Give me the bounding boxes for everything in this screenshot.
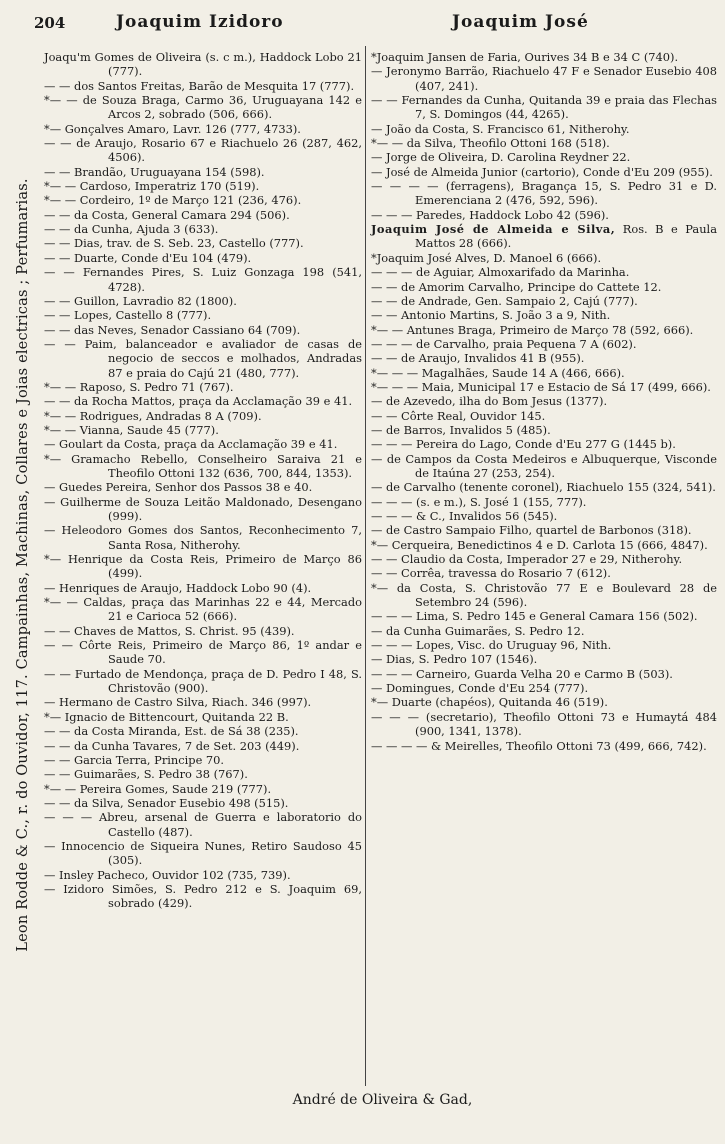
entry-text: — — de Araujo, Invalidos 41 B (955). <box>371 351 585 366</box>
entry-text: — Jorge de Oliveira, D. Carolina Reydner 22. <box>371 150 631 165</box>
entry-text: *— da Costa, S. Christovão 77 E e Boulevard 28 de Setembro 24 (596). <box>371 580 717 610</box>
entry-text: — João da Costa, S. Francisco 61, Nitherohy. <box>371 121 630 136</box>
directory-entry: — — da Costa, General Camara 294 (506). <box>44 207 290 222</box>
directory-entry <box>371 93 717 122</box>
column-divider <box>365 46 366 1086</box>
directory-entry: — Hermano de Castro Silva, Riach. 346 (997). <box>44 695 312 710</box>
directory-entry: *— — Cardoso, Imperatriz 170 (519). <box>44 179 260 194</box>
directory-entry <box>371 394 717 408</box>
side-advertisement-text: Leon Rodde & C., r. do Ouvidor, 117. Campainhas, Machinas, Collares e Joias electricas ; Perfumarias. <box>15 178 31 952</box>
entry-text: *Joaquim Jansen de Faria, Ourives 34 B e 34 C (740). <box>371 50 679 64</box>
entry-text: — — — Pereira do Lago, Conde d'Eu 277 G (1445 b). <box>371 437 676 452</box>
left-column <box>44 50 362 911</box>
directory-entry: *— — Vianna, Saude 45 (777). <box>44 422 219 437</box>
directory-entry <box>371 351 717 365</box>
directory-entry: — — da Costa Miranda, Est. de Sá 38 (235). <box>44 724 299 739</box>
entry-text: *— — — Maia, Municipal 17 e Estacio de Sá 17 (499, 666). <box>371 379 711 394</box>
directory-entry: — — Lopes, Castello 8 (777). <box>44 308 212 323</box>
entry-text: — de Barros, Invalidos 5 (485). <box>371 422 551 437</box>
entry-text: *Joaquim José Alves, D. Manoel 6 (666). <box>371 250 602 265</box>
entry-text: *— — da Silva, Theofilo Ottoni 168 (518). <box>371 136 610 151</box>
directory-entry: — — da Cunha Tavares, 7 de Set. 203 (449). <box>44 738 300 753</box>
directory-entry <box>371 652 717 666</box>
directory-entry <box>371 366 717 380</box>
directory-entry: — — Guillon, Lavradio 82 (1800). <box>44 293 237 308</box>
page-footer <box>0 1092 725 1108</box>
directory-entry <box>371 409 717 423</box>
entry-text: *— Cerqueira, Benedictinos 4 e D. Carlota 15 (666, 4847). <box>371 537 708 552</box>
directory-entry: *— — Rodrigues, Andradas 8 A (709). <box>44 408 262 423</box>
directory-entry <box>371 495 717 509</box>
entry-text: — da Cunha Guimarães, S. Pedro 12. <box>371 623 585 638</box>
directory-entry <box>371 710 717 739</box>
directory-entry: — — Brandão, Uruguayana 154 (598). <box>44 164 265 179</box>
directory-entry: *— Gonçalves Amaro, Lavr. 126 (777, 4733). <box>44 121 301 136</box>
directory-entry <box>371 280 717 294</box>
directory-entry <box>371 509 717 523</box>
entry-text: — — de Andrade, Gen. Sampaio 2, Cajú (777). <box>371 293 638 308</box>
directory-entry: — Henriques de Araujo, Haddock Lobo 90 (4). <box>44 580 312 595</box>
directory-entry: — — Chaves de Mattos, S. Christ. 95 (439). <box>44 623 295 638</box>
directory-entry: — — da Rocha Mattos, praça da Acclamação 39 e 41. <box>44 394 353 409</box>
left-running-title: Joaquim Izidoro <box>116 12 284 32</box>
entry-text: *— Duarte (chapéos), Quitanda 46 (519). <box>371 695 608 710</box>
directory-entry <box>371 337 717 351</box>
directory-entry <box>371 667 717 681</box>
directory-entry: *— Henrique da Costa Reis, Primeiro de Março 86 (499). <box>44 552 362 581</box>
directory-entry <box>371 323 717 337</box>
directory-entry: Joaqu'm Gomes de Oliveira (s. c m.), Haddock Lobo 21 (777). <box>44 50 362 79</box>
directory-entry: — Innocencio de Siqueira Nunes, Retiro Saudoso 45 (305). <box>44 838 362 868</box>
directory-entry <box>371 179 717 208</box>
entry-text: — — — — (ferragens), Bragança 15, S. Pedro 31 e D. Emerenciana 2 (476, 592, 596). <box>371 179 717 208</box>
directory-entry <box>371 294 717 308</box>
directory-entry: *— Gramacho Rebello, Conselheiro Saraiva 21 e Theofilo Ottoni 132 (636, 700, 844, 1353). <box>44 451 362 480</box>
directory-entry: — Heleodoro Gomes dos Santos, Reconhecimento 7, Santa Rosa, Nitherohy. <box>44 523 362 552</box>
directory-entry <box>371 566 717 580</box>
directory-entry: — — dos Santos Freitas, Barão de Mesquita 17 (777). <box>44 78 355 93</box>
entry-text: *— — — Magalhães, Saude 14 A (466, 666). <box>371 365 625 380</box>
directory-entry: — — — Abreu, arsenal de Guerra e laboratorio do Castello (487). <box>44 810 362 839</box>
entry-text: — — — Carneiro, Guarda Velha 20 e Carmo B (503). <box>371 666 673 681</box>
entry-text: — Dias, S. Pedro 107 (1546). <box>371 652 538 667</box>
directory-entry <box>371 50 717 64</box>
directory-entry <box>371 739 717 753</box>
entry-text: — — — de Aguiar, Almoxarifado da Marinha. <box>371 265 630 280</box>
entry-text: — — Claudio da Costa, Imperador 27 e 29, Nitherohy. <box>371 552 683 567</box>
directory-entry <box>371 681 717 695</box>
directory-entry: *— — de Souza Braga, Carmo 36, Uruguayana 142 e Arcos 2, sobrado (506, 666). <box>44 93 362 122</box>
directory-entry: — Insley Pacheco, Ouvidor 102 (735, 739). <box>44 867 291 882</box>
entry-heading: Joaquim José de Almeida e Silva, <box>371 222 616 237</box>
entry-text: — — — & C., Invalidos 56 (545). <box>371 509 558 523</box>
entry-text: — de Azevedo, ilha do Bom Jesus (1377). <box>371 394 608 409</box>
directory-entry: *— — Pereira Gomes, Saude 219 (777). <box>44 781 272 796</box>
entry-text: — — — (s. e m.), S. José 1 (155, 777). <box>371 494 587 509</box>
directory-entry: — — da Cunha, Ajuda 3 (633). <box>44 222 219 237</box>
entry-text: — — de Amorim Carvalho, Principe do Cattete 12. <box>371 279 662 294</box>
directory-entry: — — da Silva, Senador Eusebio 498 (515). <box>44 795 289 810</box>
entry-text: — José de Almeida Junior (cartorio), Conde d'Eu 209 (955). <box>371 164 713 179</box>
directory-entry: *— Ignacio de Bittencourt, Quitanda 22 B. <box>44 709 289 724</box>
directory-entry <box>371 308 717 322</box>
directory-entry <box>371 64 717 93</box>
directory-entry: — — Guimarães, S. Pedro 38 (767). <box>44 767 248 782</box>
directory-entry: — Goulart da Costa, praça da Acclamação 39 e 41. <box>44 437 338 452</box>
directory-entry: *— — Cordeiro, 1º de Março 121 (236, 476). <box>44 193 302 208</box>
directory-entry: — — Paim, balanceador e avaliador de casas de negocio de seccos e molhados, Andradas 87 e praia do Cajú 21 (480, 777). <box>44 336 362 380</box>
side-advertisement <box>4 150 42 980</box>
directory-entry <box>371 208 717 222</box>
directory-entry <box>371 150 717 164</box>
directory-entry <box>371 609 717 623</box>
directory-entry: — — de Araujo, Rosario 67 e Riachuelo 26 (287, 462, 4506). <box>44 136 362 165</box>
entry-text: — — — Paredes, Haddock Lobo 42 (596). <box>371 207 609 222</box>
entry-text: Ros. B e Paula Mattos 28 (666). <box>415 222 717 251</box>
directory-entry <box>371 251 717 265</box>
directory-entry: — — Garcia Terra, Principe 70. <box>44 752 225 767</box>
directory-entry <box>371 380 717 394</box>
directory-entry: — — Côrte Reis, Primeiro de Março 86, 1º andar e Saude 70. <box>44 638 362 667</box>
directory-entry: — — das Neves, Senador Cassiano 64 (709). <box>44 322 301 337</box>
entry-text: — Jeronymo Barrão, Riachuelo 47 F e Senador Eusebio 408 (407, 241). <box>371 64 717 93</box>
directory-entry: — Izidoro Simões, S. Pedro 212 e S. Joaquim 69, sobrado (429). <box>44 881 362 911</box>
directory-entry: — Guedes Pereira, Senhor dos Passos 38 e 40. <box>44 480 313 495</box>
directory-entry <box>371 552 717 566</box>
entry-text: — de Carvalho (tenente coronel), Riachuelo 155 (324, 541). <box>371 480 716 495</box>
directory-entry <box>371 523 717 537</box>
entry-text: — de Campos da Costa Medeiros e Albuquerque, Visconde de Itaúna 27 (253, 254). <box>371 451 717 480</box>
directory-entry <box>371 423 717 437</box>
page-header <box>34 4 715 38</box>
entry-text: — — — Lima, S. Pedro 145 e General Camara 156 (502). <box>371 609 698 624</box>
entry-text: *— — Antunes Braga, Primeiro de Março 78 (592, 666). <box>371 322 694 337</box>
directory-entry <box>371 222 717 251</box>
directory-entry: *— — Caldas, praça das Marinhas 22 e 44, Mercado 21 e Carioca 52 (666). <box>44 595 362 624</box>
directory-entry: — — Furtado de Mendonça, praça de D. Pedro I 48, S. Christovão (900). <box>44 666 362 696</box>
directory-entry <box>371 480 717 494</box>
directory-entry <box>371 452 717 481</box>
entry-text: — — — — & Meirelles, Theofilo Ottoni 73 (499, 666, 742). <box>371 738 707 753</box>
directory-entry: — Guilherme de Souza Leitão Maldonado, Desengano (999). <box>44 494 362 523</box>
directory-entry <box>371 122 717 136</box>
entry-text: — de Castro Sampaio Filho, quartel de Barbonos (318). <box>371 523 692 538</box>
directory-entry: — — Dias, trav. de S. Seb. 23, Castello (777). <box>44 236 304 251</box>
directory-entry: *— — Raposo, S. Pedro 71 (767). <box>44 379 234 394</box>
directory-entry <box>371 624 717 638</box>
entry-text: — — — (secretario), Theofilo Ottoni 73 e Humaytá 484 (900, 1341, 1378). <box>371 709 717 739</box>
footer-advertiser: André de Oliveira & Gad, <box>292 1092 473 1108</box>
right-column <box>371 50 717 753</box>
entry-text: — — Corrêa, travessa do Rosario 7 (612). <box>371 566 611 581</box>
directory-entry <box>371 638 717 652</box>
directory-entry <box>371 165 717 179</box>
directory-entry <box>371 265 717 279</box>
directory-entry <box>371 437 717 451</box>
right-running-title: Joaquim José <box>452 12 589 32</box>
entry-text: — — — Lopes, Visc. do Uruguay 96, Nith. <box>371 638 612 653</box>
entry-text: — — Antonio Martins, S. João 3 a 9, Nith. <box>371 308 611 323</box>
entry-text: — Domingues, Conde d'Eu 254 (777). <box>371 681 589 696</box>
directory-entry <box>371 695 717 709</box>
directory-entry <box>371 136 717 150</box>
entry-text: — — Fernandes da Cunha, Quitanda 39 e praia das Flechas 7, S. Domingos (44, 4265). <box>371 93 717 122</box>
entry-text: — — Côrte Real, Ouvidor 145. <box>371 408 546 423</box>
directory-entry <box>371 538 717 552</box>
directory-entry: — — Duarte, Conde d'Eu 104 (479). <box>44 250 252 265</box>
directory-entry: — — Fernandes Pires, S. Luiz Gonzaga 198 (541, 4728). <box>44 265 362 294</box>
entry-text: — — — de Carvalho, praia Pequena 7 A (602). <box>371 336 637 351</box>
page-number: 204 <box>34 14 66 32</box>
directory-entry <box>371 581 717 610</box>
